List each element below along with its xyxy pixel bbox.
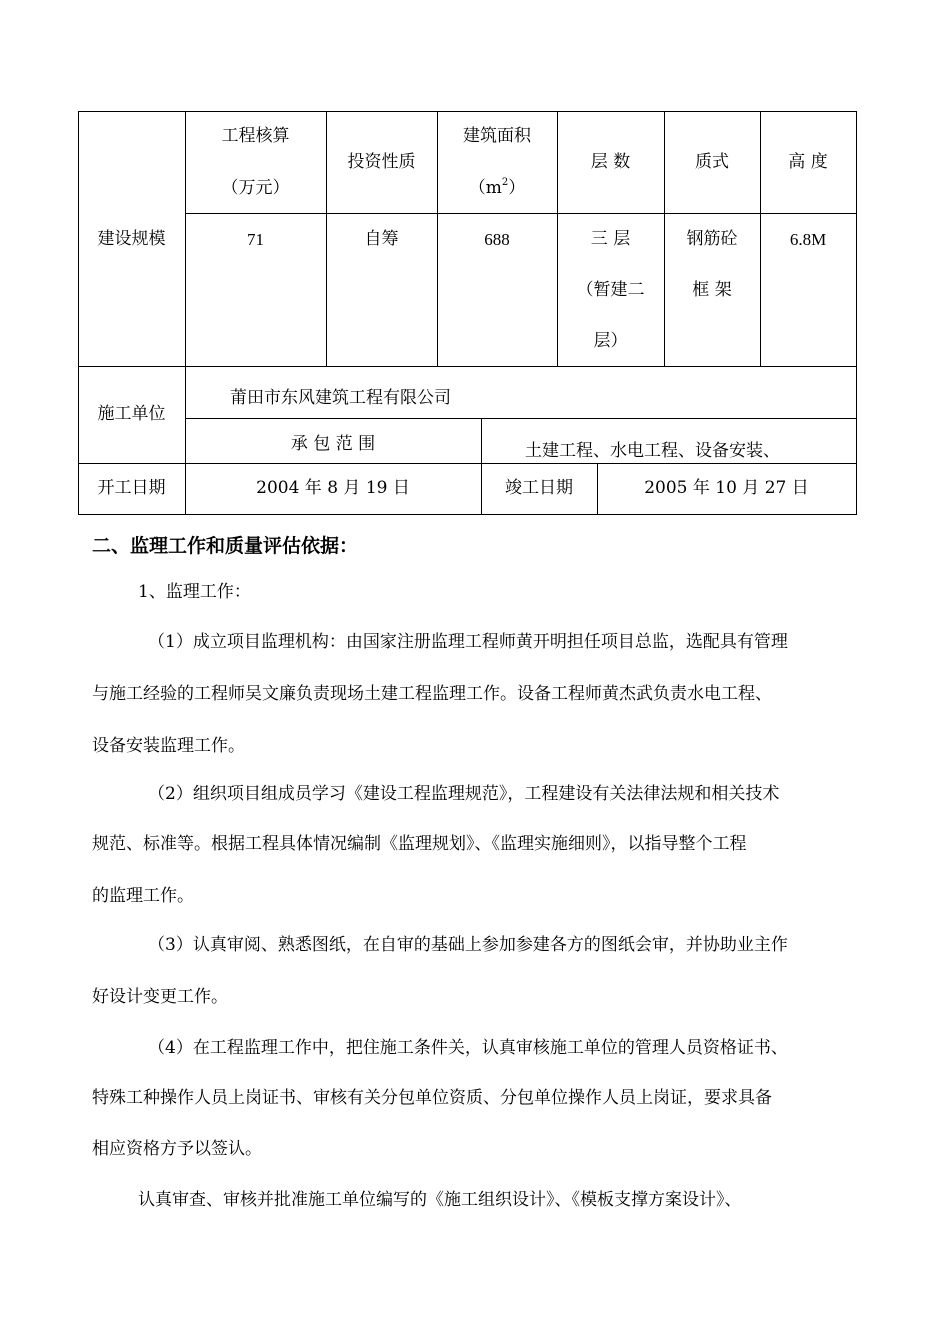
paragraph-line: 与施工经验的工程师吴文廉负责现场土建工程监理工作。设备工程师黄杰武负责水电工程、: [92, 684, 772, 704]
value-height: 6.8M: [789, 230, 827, 249]
header-structure: 质式: [695, 152, 729, 172]
value-floors-line1: 三 层: [590, 229, 631, 249]
value-floors-line3: 层）: [593, 331, 628, 351]
value-investment: 自筹: [364, 229, 399, 249]
value-floors-line2: （暂建二: [576, 280, 645, 300]
start-date-value: 2004 年 8 月 19 日: [256, 478, 410, 498]
contractor-label: 施工单位: [97, 404, 166, 424]
header-area-line2: $(m^2)$: [468, 177, 526, 198]
end-date-value: 2005 年 10 月 27 日: [644, 478, 809, 498]
header-height: 高 度: [788, 152, 828, 172]
paragraph-line: 相应资格方予以签认。: [92, 1139, 262, 1159]
paragraph-line: 特殊工种操作人员上岗证书、审核有关分包单位资质、分包单位操作人员上岗证，要求具备: [92, 1088, 772, 1108]
contractor-name: 莆田市东风建筑工程有限公司: [230, 388, 451, 408]
paragraph-line: （4）在工程监理工作中，把住施工条件关，认真审核施工单位的管理人员资格证书、: [148, 1038, 788, 1058]
header-cost-line1: 工程核算: [221, 126, 290, 146]
subsection-title: 1、监理工作：: [138, 582, 251, 602]
paragraph-line: 好设计变更工作。: [92, 987, 228, 1007]
header-floors: 层 数: [590, 152, 631, 172]
paragraph-line: 设备安装监理工作。: [92, 736, 245, 756]
row-label-scale: 建设规模: [97, 229, 166, 249]
scope-value: 土建工程、水电工程、设备安装、: [525, 441, 780, 461]
paragraph-line: （3）认真审阅、熟悉图纸，在自审的基础上参加参建各方的图纸会审，并协助业主作: [148, 935, 788, 955]
value-structure-line1: 钢筋砼: [686, 229, 738, 249]
area-unit-superscript: 2: [501, 177, 509, 188]
value-cost: 71: [247, 230, 264, 249]
value-area: 688: [484, 230, 510, 249]
end-date-label: 竣工日期: [505, 478, 573, 498]
value-structure-line2: 框 架: [692, 280, 732, 300]
paragraph-line: （2）组织项目组成员学习《建设工程监理规范》，工程建设有关法律法规和相关技术: [148, 784, 780, 804]
paragraph-line: 规范、标准等。根据工程具体情况编制《监理规划》、《监理实施细则》，以指导整个工程: [92, 834, 747, 854]
paragraph-line: 认真审查、审核并批准施工单位编写的《施工组织设计》、《模板支撑方案设计》、: [138, 1190, 742, 1210]
paragraph-line: （1）成立项目监理机构：由国家注册监理工程师黄开明担任项目总监，选配具有管理: [148, 632, 788, 652]
paragraph-line: 的监理工作。: [92, 886, 194, 906]
scope-label: 承 包 范 围: [290, 434, 376, 454]
header-investment: 投资性质: [347, 152, 416, 172]
section-heading: 二、监理工作和质量评估依据：: [92, 535, 359, 557]
header-area-line1: 建筑面积: [463, 126, 531, 146]
header-cost-line2: （万元）: [221, 178, 290, 198]
start-date-label: 开工日期: [97, 478, 166, 498]
